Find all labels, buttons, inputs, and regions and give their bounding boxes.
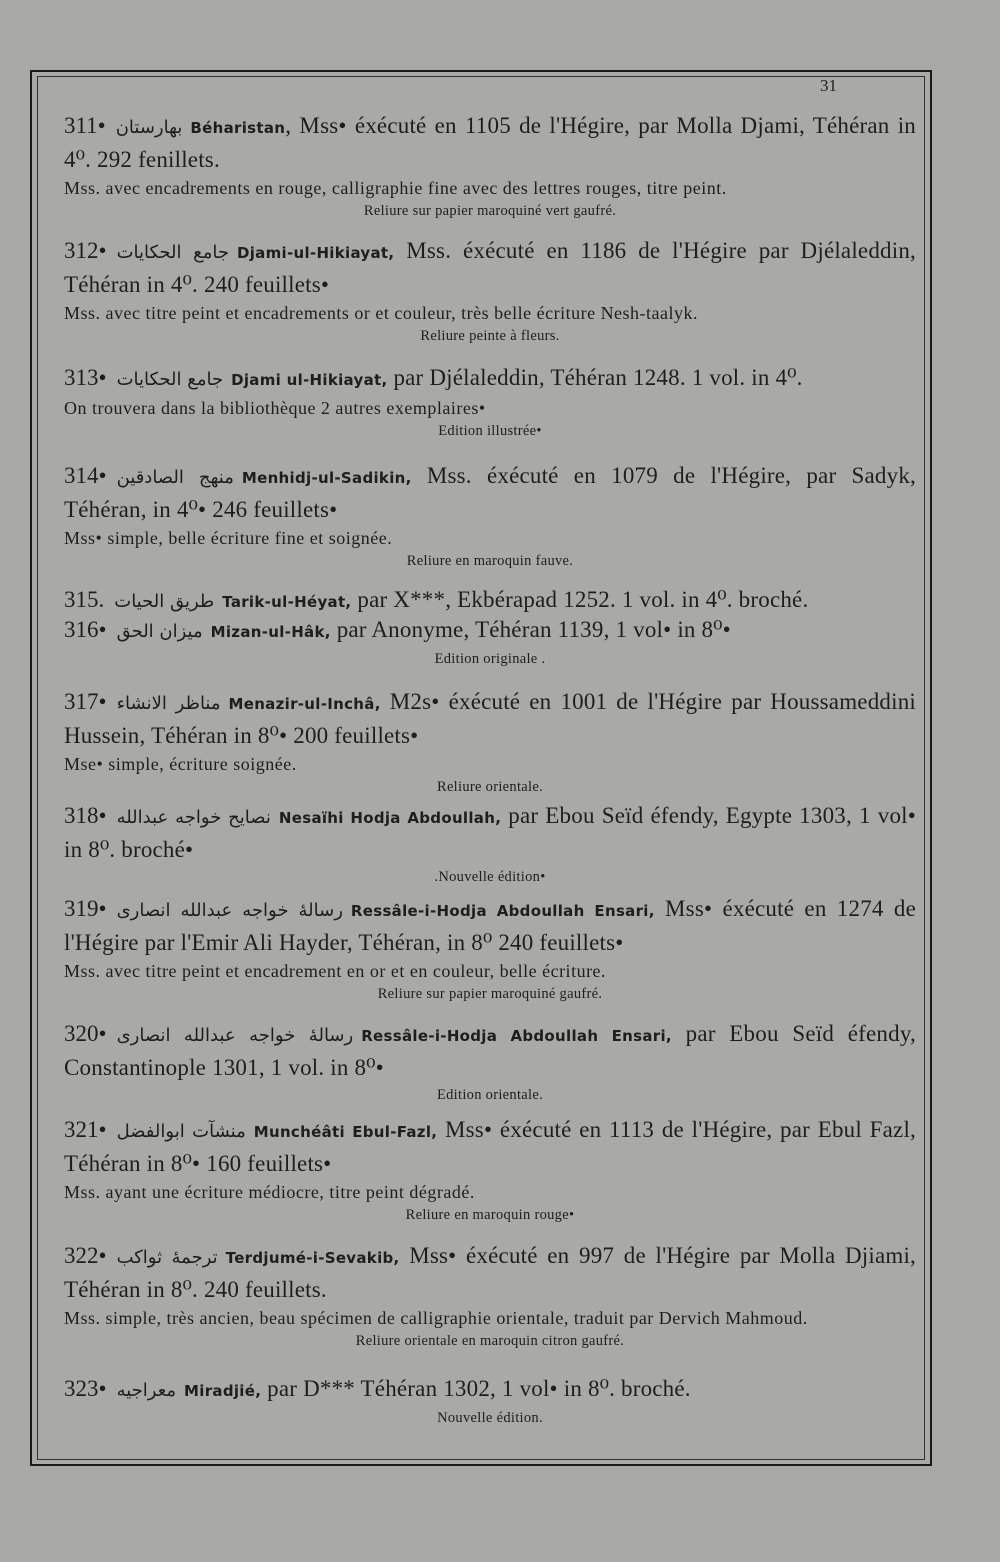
- entry-text: par Ebou Seïd éfendy, Egypte 1303, 1 vol• in 8⁰. broché•: [64, 803, 916, 862]
- entry-text: M2s• éxécuté en 1001 de l'Hégire par Houssameddini Hussein, Téhéran in 8⁰• 200 feuillets•: [64, 689, 916, 748]
- entry-main-line: [64, 235, 916, 301]
- entry-text: Mss• éxécuté en 997 de l'Hégire par Molla Djiami, Téhéran in 8⁰. 240 feuillets.: [64, 1243, 917, 1302]
- entry-text: Mss• éxécuté en 1274 de l'Hégire par l'Emir Ali Hayder, Téhéran, in 8⁰ 240 feuillets•: [64, 896, 916, 955]
- entry-arabic-title: ميزان الحق: [116, 621, 203, 642]
- entry-number: 323•: [64, 1376, 107, 1401]
- catalog-entry: [64, 614, 916, 670]
- entry-text: par X***, Ekbérapad 1252. 1 vol. in 4⁰. broché.: [351, 587, 809, 612]
- entry-main-line: [64, 1240, 916, 1306]
- entry-text: Mss• éxécuté en 1113 de l'Hégire, par Ebul Fazl, Téhéran in 8⁰• 160 feuillets•: [64, 1117, 916, 1176]
- entry-text: par Ebou Seïd éfendy, Constantinople 1301, 1 vol. in 8⁰•: [64, 1021, 916, 1080]
- entry-main-line: [64, 800, 916, 866]
- entry-title: Djami ul-Hikiayat,: [231, 371, 388, 389]
- entry-text: par Djélaleddin, Téhéran 1248. 1 vol. in 4⁰.: [387, 365, 803, 390]
- entry-description: Mss. avec encadrements en rouge, calligraphie fine avec des lettres rouges, titre peint.: [64, 178, 727, 198]
- entry-text: par D*** Téhéran 1302, 1 vol• in 8⁰. broché.: [261, 1376, 691, 1401]
- entry-title: Menhidj-ul-Sadikin,: [241, 469, 412, 487]
- entry-text: Mss. éxécuté en 1079 de l'Hégire, par Sadyk, Téhéran, in 4⁰• 246 feuillets•: [64, 463, 916, 522]
- entry-binding-note: Reliure peinte à fleurs.: [420, 328, 560, 344]
- entry-description: Mss• simple, belle écriture fine et soignée.: [64, 528, 393, 548]
- entry-main-line: [64, 614, 916, 648]
- entry-description: Mss. avec titre peint et encadrements or et couleur, très belle écriture Nesh-taalyk.: [64, 303, 699, 323]
- catalog-entry: [64, 1114, 916, 1226]
- entry-number: 314•: [64, 463, 107, 488]
- entry-binding-note: Nouvelle édition.: [437, 1410, 543, 1426]
- entry-arabic-title: طريق الحيات: [114, 591, 215, 612]
- entry-number: 312•: [64, 238, 107, 263]
- entry-text: , Mss• éxécuté en 1105 de l'Hégire, par Molla Djami, Téhéran in 4⁰. 292 fenillets.: [64, 113, 916, 172]
- catalog-entry: [64, 110, 916, 222]
- entry-main-line: [64, 584, 916, 618]
- entry-arabic-title: منهج الصادقين: [116, 467, 234, 488]
- catalog-entry: [64, 235, 916, 347]
- entry-arabic-title: جامع الحكايات: [116, 242, 229, 263]
- entry-number: 317•: [64, 689, 107, 714]
- entry-arabic-title: بهارستان: [115, 117, 183, 138]
- entry-main-line: [64, 460, 916, 526]
- entry-number: 319•: [64, 896, 107, 921]
- catalog-entry: [64, 1373, 916, 1429]
- entry-main-line: [64, 1114, 916, 1180]
- entry-binding-note: Edition illustrée•: [438, 423, 542, 439]
- entry-main-line: [64, 1373, 916, 1407]
- entry-text: Mss. éxécuté en 1186 de l'Hégire par Djélaleddin, Téhéran in 4⁰. 240 feuillets•: [64, 238, 916, 297]
- entry-binding-note: .Nouvelle édition•: [434, 869, 546, 885]
- catalog-entry: [64, 800, 916, 888]
- entry-main-line: [64, 110, 916, 176]
- entry-title: Terdjumé-i-Sevakib,: [225, 1249, 400, 1267]
- entry-title: Munchéâti Ebul-Fazl,: [253, 1123, 438, 1141]
- entry-arabic-title: رسالهٔ خواجه عبدالله انصارى: [116, 1025, 354, 1046]
- catalog-entry: [64, 1240, 916, 1352]
- entry-title: Mizan-ul-Hâk,: [210, 623, 331, 641]
- entry-description: On trouvera dans la bibliothèque 2 autres exemplaires•: [64, 398, 486, 418]
- entry-description: Mss. avec titre peint et encadrement en or et en couleur, belle écriture.: [64, 961, 607, 981]
- entry-description: Mss. ayant une écriture médiocre, titre peint dégradé.: [64, 1182, 475, 1202]
- entry-main-line: [64, 1018, 916, 1084]
- entry-title: Ressâle-i-Hodja Abdoullah Ensari,: [361, 1027, 672, 1045]
- entry-title: Djami-ul-Hikiayat,: [236, 244, 395, 262]
- entry-title: Tarik-ul-Héyat,: [222, 593, 352, 611]
- entry-title: Béharistan: [190, 119, 286, 137]
- entry-number: 311•: [64, 113, 106, 138]
- entry-number: 315.: [64, 587, 105, 612]
- entry-arabic-title: ترجمهٔ ثواكب: [116, 1247, 218, 1268]
- entry-main-line: [64, 686, 916, 752]
- entry-arabic-title: منشآت ابوالفضل: [116, 1121, 246, 1142]
- catalog-entry: [64, 1018, 916, 1106]
- entry-binding-note: Reliure sur papier maroquiné vert gaufré.: [363, 203, 617, 219]
- entry-arabic-title: نصايح خواجه عبدالله: [116, 807, 271, 828]
- entry-text: par Anonyme, Téhéran 1139, 1 vol• in 8⁰•: [330, 617, 731, 642]
- entry-number: 322•: [64, 1243, 107, 1268]
- entry-number: 318•: [64, 803, 107, 828]
- entry-binding-note: Reliure orientale.: [436, 779, 544, 795]
- entry-description: Mss. simple, très ancien, beau spécimen de calligraphie orientale, traduit par Dervich Mahmoud.: [64, 1308, 808, 1328]
- entry-number: 316•: [64, 617, 107, 642]
- entry-title: Miradjié,: [184, 1382, 262, 1400]
- entry-main-line: [64, 893, 916, 959]
- entry-arabic-title: مناظر الانشاء: [116, 693, 221, 714]
- catalog-entry: [64, 362, 916, 442]
- entry-main-line: [64, 362, 916, 396]
- catalog-entry: [64, 893, 916, 1005]
- catalog-entry: [64, 584, 916, 618]
- entry-number: 320•: [64, 1021, 107, 1046]
- entry-binding-note: Reliure orientale en maroquin citron gaufré.: [355, 1333, 625, 1349]
- entry-number: 321•: [64, 1117, 107, 1142]
- entry-title: Ressâle-i-Hodja Abdoullah Ensari,: [350, 902, 655, 920]
- entry-title: Nesaïhi Hodja Abdoullah,: [278, 809, 502, 827]
- entry-arabic-title: معراجيه: [116, 1380, 177, 1401]
- entry-arabic-title: جامع الحكايات: [116, 369, 224, 390]
- entry-binding-note: Edition orientale.: [436, 1087, 544, 1103]
- entry-number: 313•: [64, 365, 107, 390]
- page-number: 31: [820, 76, 837, 95]
- catalog-entry: [64, 460, 916, 572]
- entry-binding-note: Reliure en maroquin rouge•: [405, 1207, 575, 1223]
- entry-binding-note: Edition originale .: [434, 651, 546, 667]
- entry-title: Menazir-ul-Inchâ,: [228, 695, 381, 713]
- entry-binding-note: Reliure sur papier maroquiné gaufré.: [377, 986, 603, 1002]
- entry-description: Mse• simple, écriture soignée.: [64, 754, 297, 774]
- entry-binding-note: Reliure en maroquin fauve.: [406, 553, 574, 569]
- entry-arabic-title: رسالهٔ خواجه عبدالله انصارى: [116, 900, 343, 921]
- catalog-entry: [64, 686, 916, 798]
